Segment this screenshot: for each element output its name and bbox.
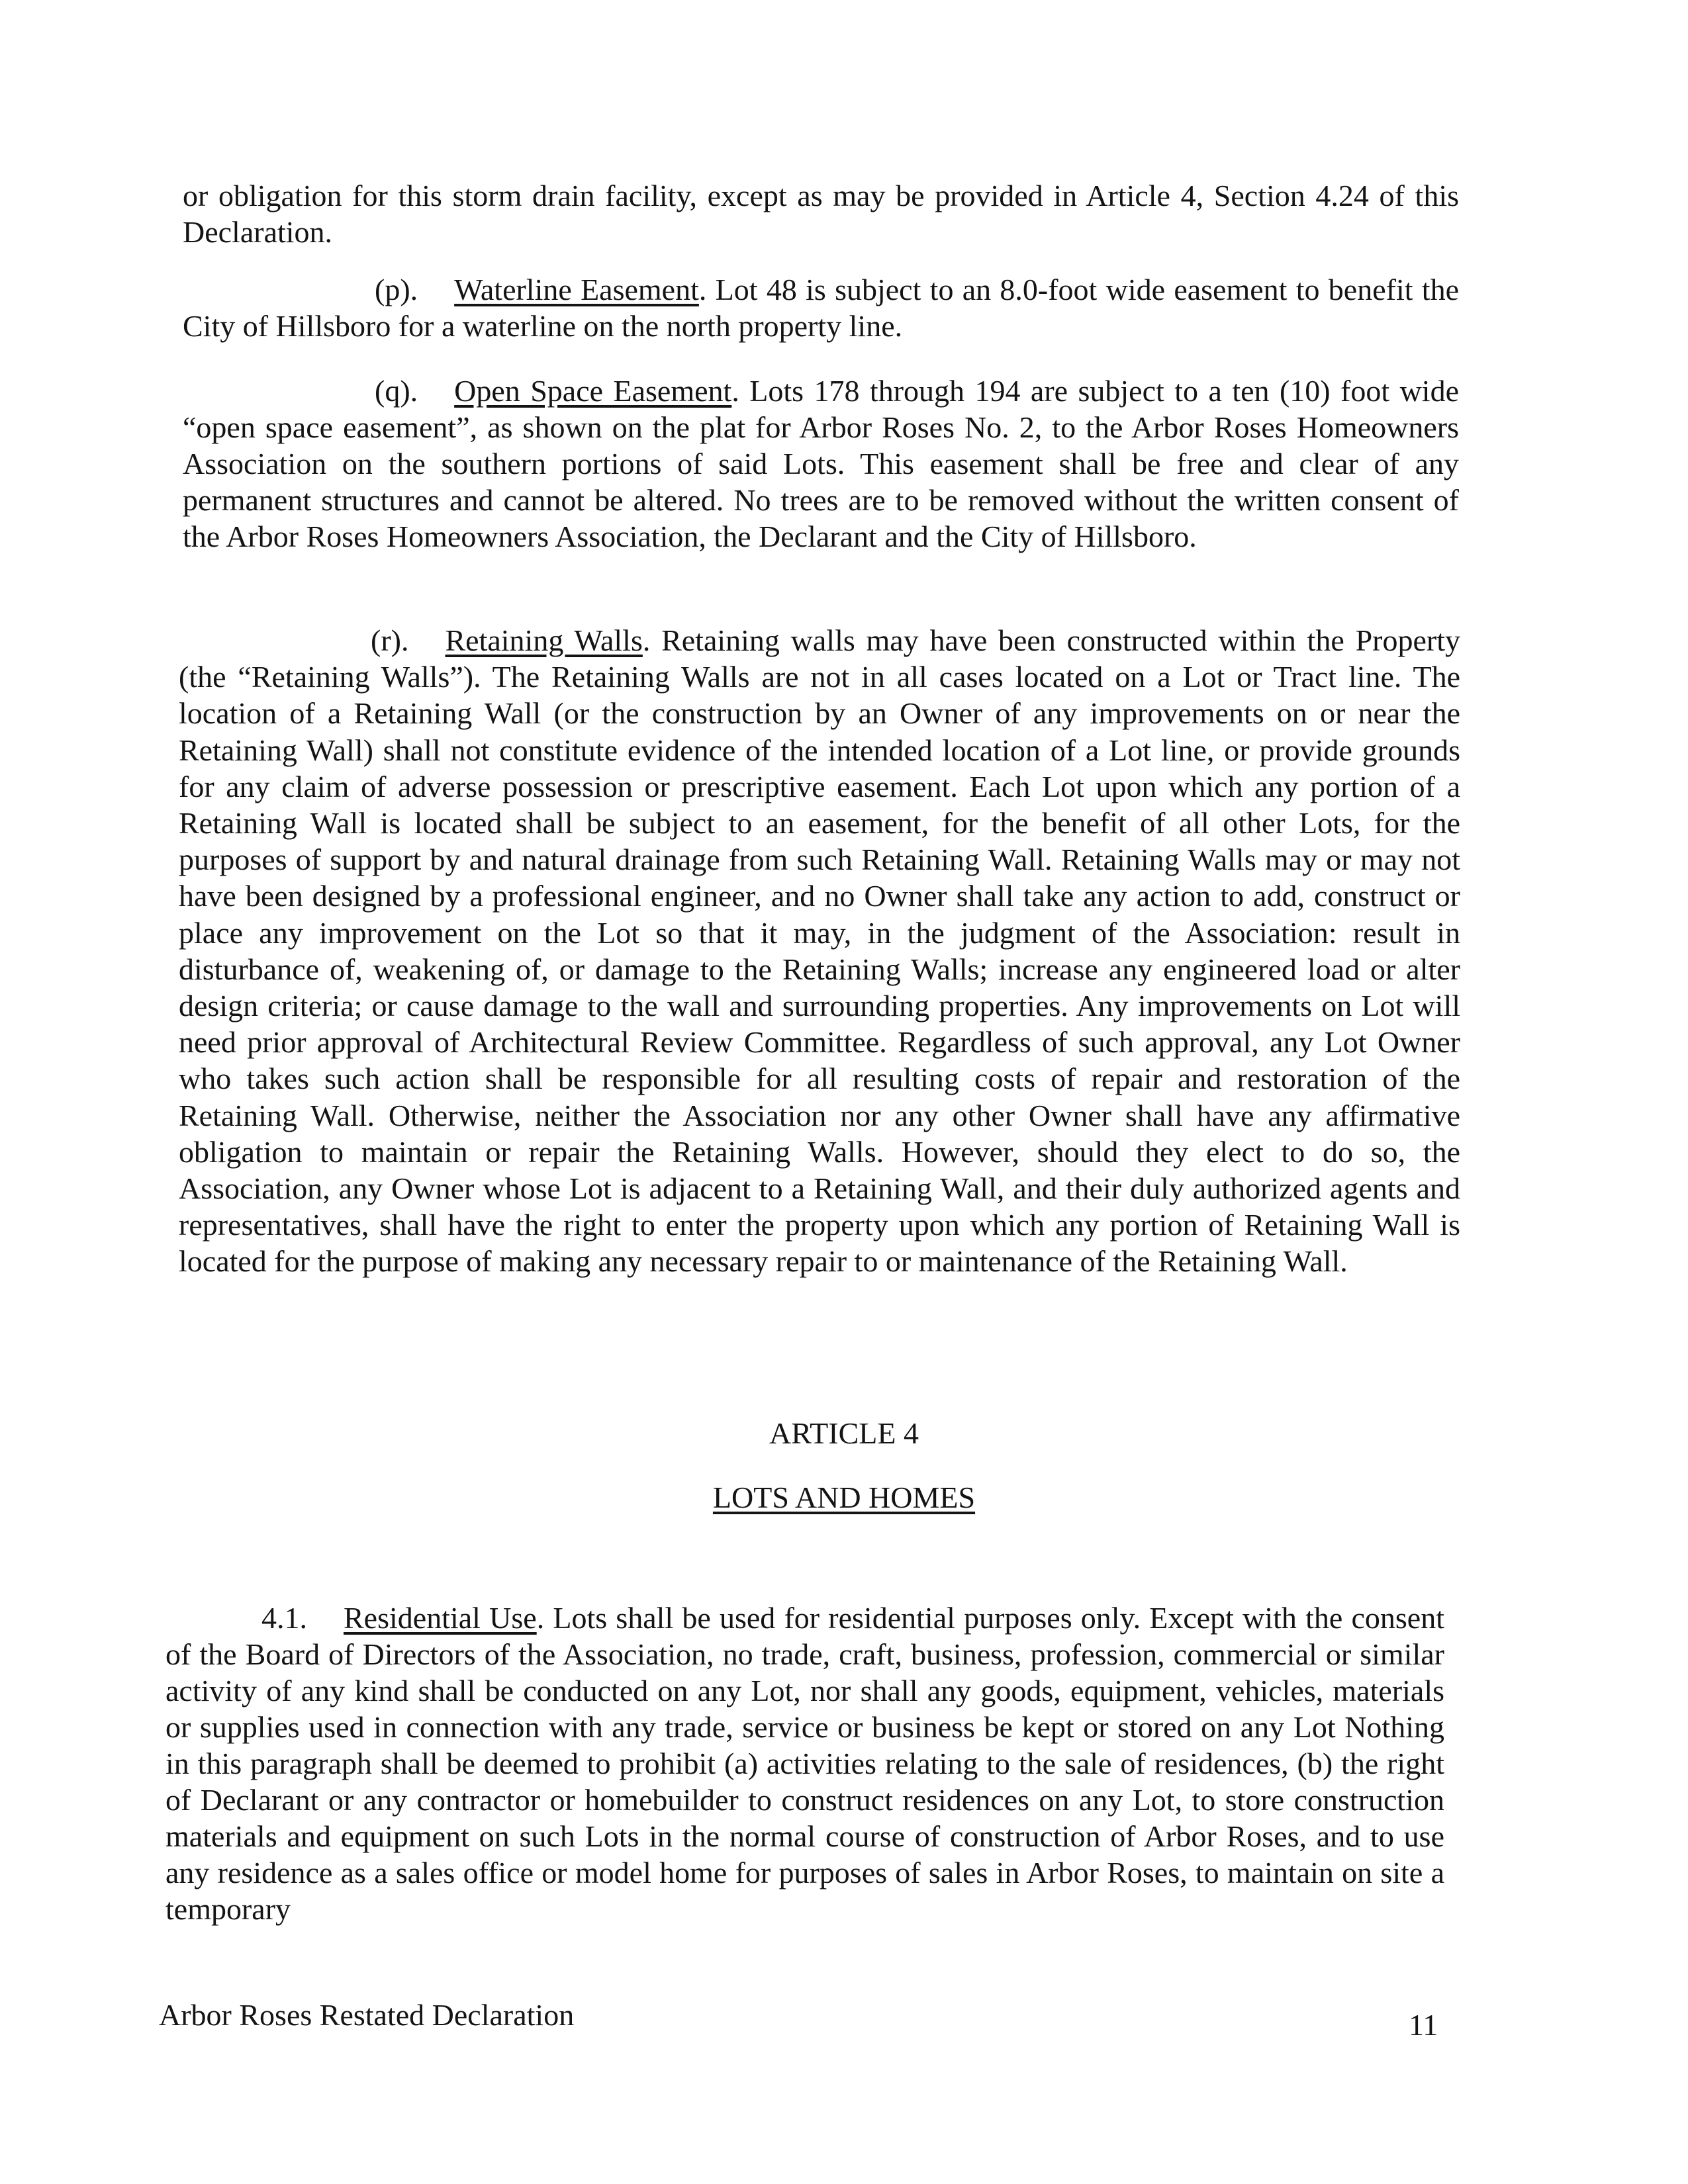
section-label: 4.1. xyxy=(261,1601,307,1635)
article-title: LOTS AND HOMES xyxy=(712,1480,976,1514)
article-title-heading xyxy=(0,1479,1688,1516)
paragraph-label: (q). xyxy=(375,374,418,408)
paragraph-title: Waterline Easement xyxy=(454,273,699,306)
paragraph-q-open-space-easement xyxy=(183,373,1459,555)
paragraph-p-waterline-easement xyxy=(183,271,1459,344)
paragraph-title: Retaining Walls xyxy=(445,623,643,657)
paragraph-body: . Lot 48 is subject to an 8.0-foot wide easement to benefit the City of Hillsboro for a waterline on the north property line. xyxy=(183,273,1459,343)
paragraph-label: (p). xyxy=(375,273,418,306)
section-body: . Lots shall be used for residential purposes only. Except with the consent of the Board of Directors of the Association, no trade, craft, business, profession, commercial or similar activity of any kind shall be conducted on any Lot, nor shall any goods, equipment, vehicles, materials or supplies used in connection with any trade, service or business be kept or stored on any Lot Nothing in this paragraph shall be deemed to prohibit (a) activities relating to the sale of residences, (b) the right of Declarant or any contractor or homebuilder to construct residences on any Lot, to store construction materials and equipment on such Lots in the normal course of construction of Arbor Roses, and to use any residence as a sales office or model home for purposes of sales in Arbor Roses, to maintain on site a temporary xyxy=(165,1601,1444,1926)
paragraph-r-retaining-walls xyxy=(179,622,1460,1280)
paragraph-title: Open Space Easement xyxy=(454,374,732,408)
continuation-paragraph: or obligation for this storm drain facility, except as may be provided in Article 4, Section 4.24 of this Declaration. xyxy=(183,179,1459,249)
paragraph-label: (r). xyxy=(371,623,409,657)
footer-page-number: 11 xyxy=(1409,2008,1438,2042)
section-4-1-residential-use xyxy=(165,1600,1444,1927)
footer-document-title: Arbor Roses Restated Declaration xyxy=(159,1998,575,2032)
paragraph-body: . Lots 178 through 194 are subject to a ten (10) foot wide “open space easement”, as shown on the plat for Arbor Roses No. 2, to the Arbor Roses Homeowners Association on the southern portions of said Lots. This easement shall be free and clear of any permanent structures and cannot be altered. No trees are to be removed without the written consent of the Arbor Roses Homeowners Association, the Declarant and the City of Hillsboro. xyxy=(183,374,1459,553)
section-title: Residential Use xyxy=(344,1601,537,1635)
article-number-heading: ARTICLE 4 xyxy=(769,1416,919,1450)
paragraph-body: . Retaining walls may have been constructed within the Property (the “Retaining Walls”). The Retaining Walls are not in all cases located on a Lot or Tract line. The location of a Retaining Wall (or the construction by an Owner of any improvements on or near the Retaining Wall) shall not constitute evidence of the intended location of a Lot line, or provide grounds for any claim of adverse possession or prescriptive easement. Each Lot upon which any portion of a Retaining Wall is located shall be subject to an easement, for the benefit of all other Lots, for the purposes of support by and natural drainage from such Retaining Wall. Retaining Walls may or may not have been designed by a professional engineer, and no Owner shall take any action to add, construct or place any improvement on the Lot so that it may, in the judgment of the Association: result in disturbance of, weakening of, or damage to the Retaining Walls; increase any engineered load or alter design criteria; or cause damage to the wall and surrounding properties. Any improvements on Lot will need prior approval of Architectural Review Committee. Regardless of such approval, any Lot Owner who takes such action shall be responsible for all resulting costs of repair and restoration of the Retaining Wall. Otherwise, neither the Association nor any other Owner shall have any affirmative obligation to maintain or repair the Retaining Walls. However, should they elect to do so, the Association, any Owner whose Lot is adjacent to a Retaining Wall, and their duly authorized agents and representatives, shall have the right to enter the property upon which any portion of Retaining Wall is located for the purpose of making any necessary repair to or maintenance of the Retaining Wall. xyxy=(179,623,1460,1279)
